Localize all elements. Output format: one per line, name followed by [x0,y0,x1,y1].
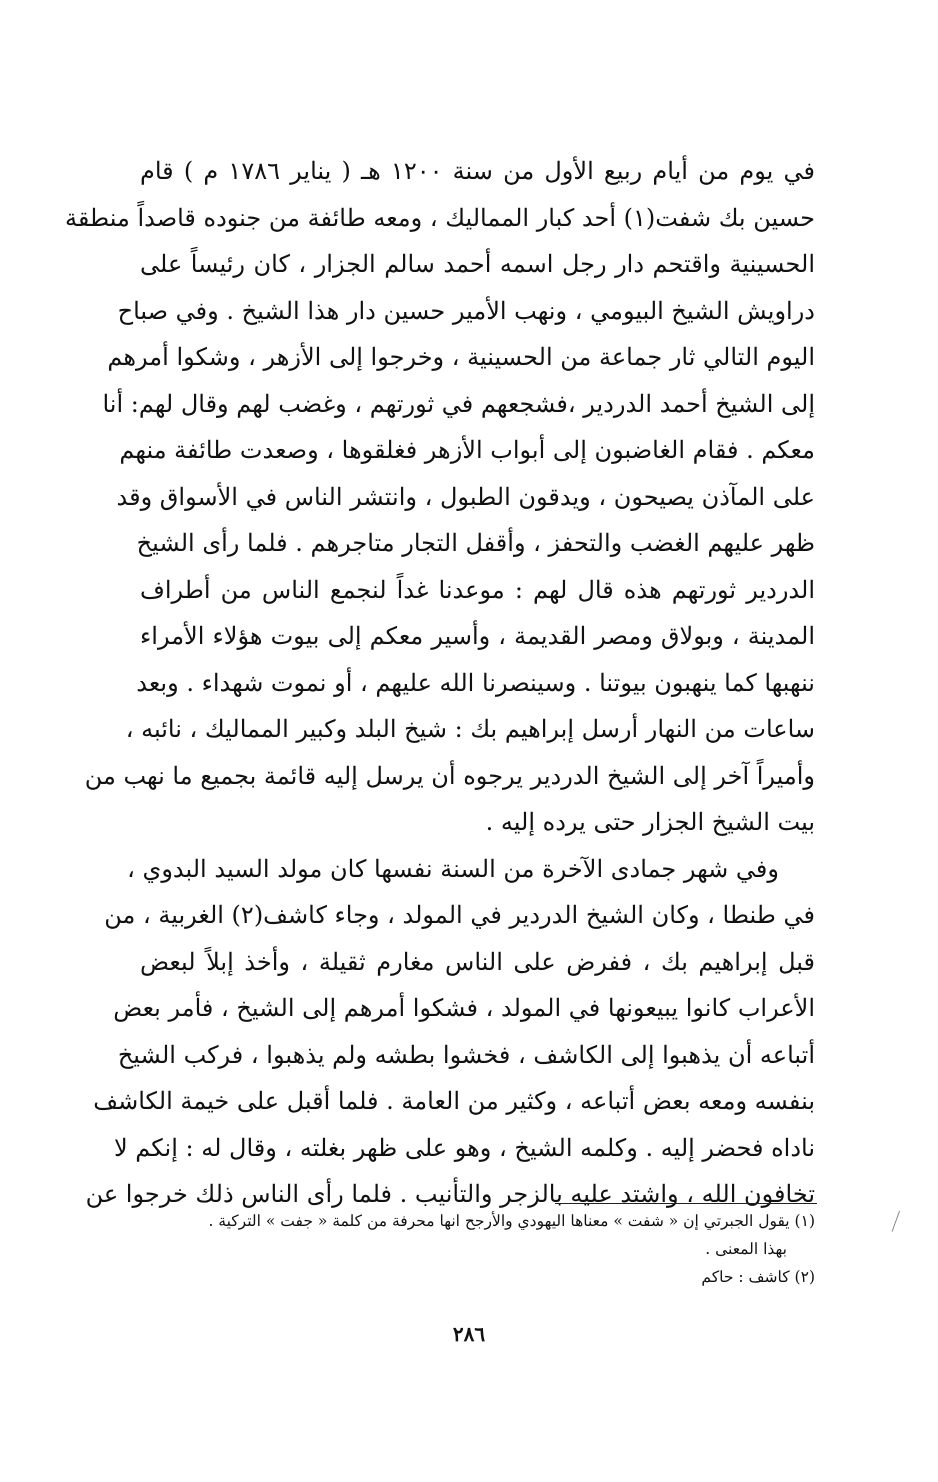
text-line: إلى الشيخ أحمد الدردير ،فشجعهم في ثورتهم ، وغضب لهم وقال لهم: أنا [102,389,815,418]
text-line: الحسينية واقتحم دار رجل اسمه أحمد سالم الجزار ، كان رئيساً على [140,250,815,278]
text-line: بيت الشيخ الجزار حتى يرده إليه . [485,808,815,836]
text-line: وفي شهر جمادى الآخرة من السنة نفسها كان مولد السيد البدوي ، [127,854,779,883]
footnotes [140,1207,815,1291]
text-line: المدينة ، وبولاق ومصر القديمة ، وأسير معكم إلى بيوت هؤلاء الأمراء [140,622,815,650]
text-line: تخافون الله ، واشتد عليه بالزجر والتأنيب . فلما رأى الناس ذلك خرجوا عن [85,1180,815,1208]
paragraph-1 [65,148,815,846]
text-line: دراويش الشيخ البيومي ، ونهب الأمير حسين دار هذا الشيخ . وفي صباح [117,296,815,325]
main-text [65,148,815,1218]
footnote-1: (١) يقول الجبرتي إن « شفت » معناها اليهودي والأرجح انها محرفة من كلمة « جفت » التركية . [208,1212,815,1230]
footnote-separator [555,1203,817,1204]
text-line: ساعات من النهار أرسل إبراهيم بك : شيخ البلد وكبير المماليك ، نائبه ، [125,715,815,743]
footnote-1-continuation: بهذا المعنى . [705,1240,787,1258]
text-line: معكم . فقام الغاضبون إلى أبواب الأزهر فغلقوها ، وصعدت طائفة منهم [119,436,815,464]
page-number: ٢٨٦ [452,1322,486,1346]
text-line: بنفسه ومعه بعض أتباعه ، وكثير من العامة . فلما أقبل على خيمة الكاشف [93,1087,815,1115]
text-line: وأميراً آخر إلى الشيخ الدردير يرجوه أن يرسل إليه قائمة بجميع ما نهب من [84,761,815,790]
footnote-2: (٢) كاشف : حاكم [701,1268,815,1286]
text-line: الأعراب كانوا يبيعونها في المولد ، فشكوا أمرهم إلى الشيخ ، فأمر بعض [113,994,815,1022]
text-line: في طنطا ، وكان الشيخ الدردير في المولد ، وجاء كاشف(٢) الغربية ، من [104,901,815,929]
text-line: الدردير ثورتهم هذه قال لهم : موعدنا غداً لنجمع الناس من أطراف [140,575,815,604]
text-line: على المآذن يصيحون ، ويدقون الطبول ، وانتشر الناس في الأسواق وقد [116,482,815,511]
text-line: اليوم التالي ثار جماعة من الحسينية ، وخرجوا إلى الأزهر ، وشكوا أمرهم [107,343,815,371]
text-line: في يوم من أيام ربيع الأول من سنة ١٢٠٠ هـ ( يناير ١٧٨٦ م ) قام [140,157,815,185]
text-line: ناداه فحضر إليه . وكلمه الشيخ ، وهو على ظهر بغلته ، وقال له : إنكم لا [113,1133,815,1162]
text-line: قبل إبراهيم بك ، ففرض على الناس مغارم ثقيلة ، وأخذ إبلاً لبعض [140,947,815,976]
text-line: ظهر عليهم الغضب والتحفز ، وأقفل التجار متاجرهم . فلما رأى الشيخ [136,529,815,557]
margin-pencil-mark [892,1211,910,1235]
paragraph-2 [85,846,815,1218]
text-line: ننهبها كما ينهبون بيوتنا . وسينصرنا الله عليهم ، أو نموت شهداء . وبعد [136,668,815,697]
text-line: حسين بك شفت(١) أحد كبار المماليك ، ومعه طائفة من جنوده قاصداً منطقة [65,203,815,232]
text-line: أتباعه أن يذهبوا إلى الكاشف ، فخشوا بطشه ولم يذهبوا ، فركب الشيخ [117,1040,815,1069]
